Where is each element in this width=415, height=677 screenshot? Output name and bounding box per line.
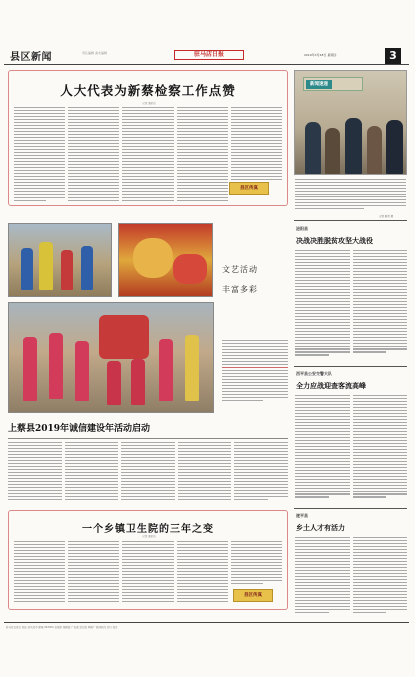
lead-story-box xyxy=(8,70,288,206)
right-column-rule xyxy=(294,220,407,221)
section-title: 县区新闻 xyxy=(10,52,52,63)
photo-lion-dance xyxy=(8,223,112,297)
masthead xyxy=(4,48,409,64)
story-body-text xyxy=(295,537,407,617)
photo-person xyxy=(345,118,362,174)
story-region: 西平县公安交警大队 xyxy=(296,371,332,376)
issue-date: 2019年3月28日 星期四 xyxy=(304,53,337,57)
masthead-rule xyxy=(4,64,409,65)
culture-caption-text xyxy=(222,340,288,404)
news-photo-meeting xyxy=(294,70,407,175)
story-headline: 乡土人才有活力 xyxy=(296,523,345,532)
page-number: 3 xyxy=(385,48,401,64)
story-region: 遂平县 xyxy=(296,513,308,518)
photo-caption-text xyxy=(295,179,406,209)
health-headline: 一个乡镇卫生院的三年之变 xyxy=(82,524,214,535)
paper-logo: 驻马店日报 xyxy=(174,50,244,60)
photo-dragon-head xyxy=(118,223,213,297)
integrity-body-text xyxy=(8,442,288,502)
health-byline: 记者 通讯员 xyxy=(142,535,156,538)
section-subtitle: 责任编辑 美术编辑 xyxy=(82,51,107,55)
health-column-stamp: 县区传真 xyxy=(233,589,273,602)
news-flash-tag: 新闻速递 xyxy=(306,80,332,89)
right-column-rule xyxy=(294,366,407,367)
photo-banner xyxy=(303,77,363,91)
story-region: 泌阳县 xyxy=(296,226,308,231)
headline-rule xyxy=(8,438,288,439)
photo-parade xyxy=(8,302,214,413)
lead-column-stamp: 县区传真 xyxy=(229,182,269,195)
integrity-headline: 上蔡县2019年诚信建设年活动启动 xyxy=(8,424,151,434)
lead-byline: 记者 通讯员 xyxy=(142,102,156,105)
photo-person xyxy=(367,126,382,174)
lead-headline: 人大代表为新蔡检察工作点赞 xyxy=(60,83,236,98)
photo-person xyxy=(386,120,403,174)
story-body-text xyxy=(295,395,407,501)
culture-subtitle: 丰富多彩 xyxy=(222,285,258,294)
right-column-rule xyxy=(294,508,407,509)
page-footer: 驻马店日报社 地址 驻马店市 邮编 463000 总编室 编辑部 广告部 发行部 印刷厂 新闻热线 定价 每月 xyxy=(6,626,118,629)
culture-title: 文艺活动 xyxy=(222,265,258,274)
photo-person xyxy=(325,128,340,174)
story-headline: 全力应战迎查客流高峰 xyxy=(296,381,366,390)
story-body-text xyxy=(295,250,407,358)
footer-rule xyxy=(4,622,409,623)
photo-person xyxy=(305,122,321,174)
story-headline: 决战决胜脱贫攻坚大战役 xyxy=(296,236,373,245)
health-story-box xyxy=(8,510,288,610)
photo-credit: 记者 陈亮 摄 xyxy=(379,215,394,218)
